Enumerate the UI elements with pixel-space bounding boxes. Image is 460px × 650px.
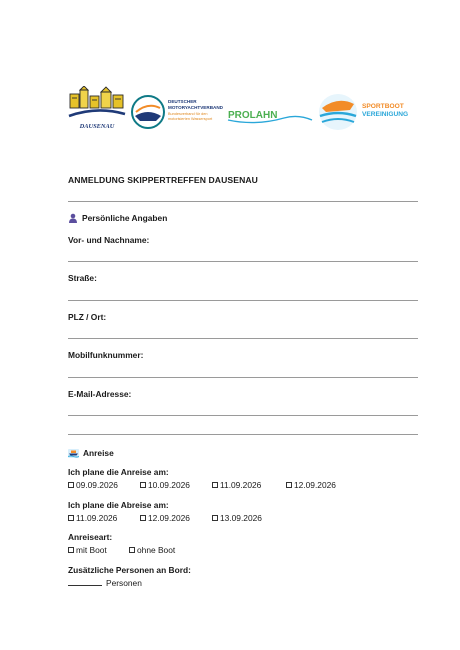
- dausenau-logo: [66, 86, 128, 134]
- travel-heading-text: Anreise: [83, 448, 114, 458]
- travel-type-options: [68, 545, 175, 555]
- title-divider: [68, 201, 418, 202]
- sportboot-line1: SPORTBOOT: [362, 103, 404, 110]
- checkbox-icon[interactable]: [140, 482, 146, 488]
- dausenau-logo-text: DAUSENAU: [79, 123, 115, 130]
- checkbox-icon[interactable]: [129, 547, 135, 553]
- logo-bar: [62, 84, 422, 140]
- section-divider: [68, 434, 418, 435]
- sportboot-line2: VEREINIGUNG: [362, 111, 409, 118]
- travel-type-label: Anreiseart:: [68, 532, 113, 542]
- mobile-input-line[interactable]: [68, 377, 418, 378]
- name-input-line[interactable]: [68, 261, 418, 262]
- document-title: ANMELDUNG SKIPPERTREFFEN DAUSENAU: [68, 175, 258, 185]
- dmyv-line3: Bundesverband für den: [168, 112, 208, 116]
- email-input-line[interactable]: [68, 415, 418, 416]
- arrival-option-2[interactable]: 10.09.2026: [140, 480, 212, 490]
- name-label: Vor- und Nachname:: [68, 235, 150, 245]
- dmyv-line2: MOTORYACHTVERBAND: [168, 105, 223, 110]
- arrival-option-1[interactable]: 09.09.2026: [68, 480, 140, 490]
- personal-section-heading: [68, 213, 167, 223]
- checkbox-icon[interactable]: [68, 547, 74, 553]
- checkbox-icon[interactable]: [212, 515, 218, 521]
- dmyv-line4: motorisierten Wassersport: [168, 117, 213, 121]
- email-label: E-Mail-Adresse:: [68, 389, 132, 399]
- dmyv-line1: DEUTSCHER: [168, 99, 197, 104]
- prolahn-logo: [226, 104, 314, 126]
- extra-persons-label: Zusätzliche Personen an Bord:: [68, 565, 191, 575]
- without-boat-option[interactable]: ohne Boot: [129, 545, 175, 555]
- sportboot-vereinigung-logo: [318, 88, 422, 134]
- checkbox-icon[interactable]: [286, 482, 292, 488]
- mobile-label: Mobilfunknummer:: [68, 350, 144, 360]
- prolahn-text: PROLAHN: [228, 110, 278, 121]
- checkbox-icon[interactable]: [140, 515, 146, 521]
- travel-section-heading: [68, 448, 114, 458]
- arrival-option-4[interactable]: 12.09.2026: [286, 480, 336, 490]
- extra-persons-row: [68, 578, 142, 588]
- arrival-option-3[interactable]: 11.09.2026: [212, 480, 286, 490]
- ship-icon: [68, 449, 79, 458]
- zip-city-label: PLZ / Ort:: [68, 312, 107, 322]
- person-icon: [68, 213, 78, 223]
- arrival-options: [68, 480, 336, 490]
- departure-options: [68, 513, 262, 523]
- departure-label: Ich plane die Abreise am:: [68, 500, 169, 510]
- with-boat-option[interactable]: mit Boot: [68, 545, 129, 555]
- zip-city-input-line[interactable]: [68, 338, 418, 339]
- departure-option-3[interactable]: 13.09.2026: [212, 513, 262, 523]
- checkbox-icon[interactable]: [212, 482, 218, 488]
- dmyv-logo: [130, 90, 230, 134]
- persons-count-blank[interactable]: [68, 576, 102, 586]
- checkbox-icon[interactable]: [68, 515, 74, 521]
- departure-option-1[interactable]: 11.09.2026: [68, 513, 140, 523]
- personal-heading-text: Persönliche Angaben: [82, 213, 168, 223]
- street-input-line[interactable]: [68, 300, 418, 301]
- arrival-label: Ich plane die Anreise am:: [68, 467, 169, 477]
- persons-suffix: Personen: [106, 578, 142, 588]
- street-label: Straße:: [68, 273, 97, 283]
- departure-option-2[interactable]: 12.09.2026: [140, 513, 212, 523]
- checkbox-icon[interactable]: [68, 482, 74, 488]
